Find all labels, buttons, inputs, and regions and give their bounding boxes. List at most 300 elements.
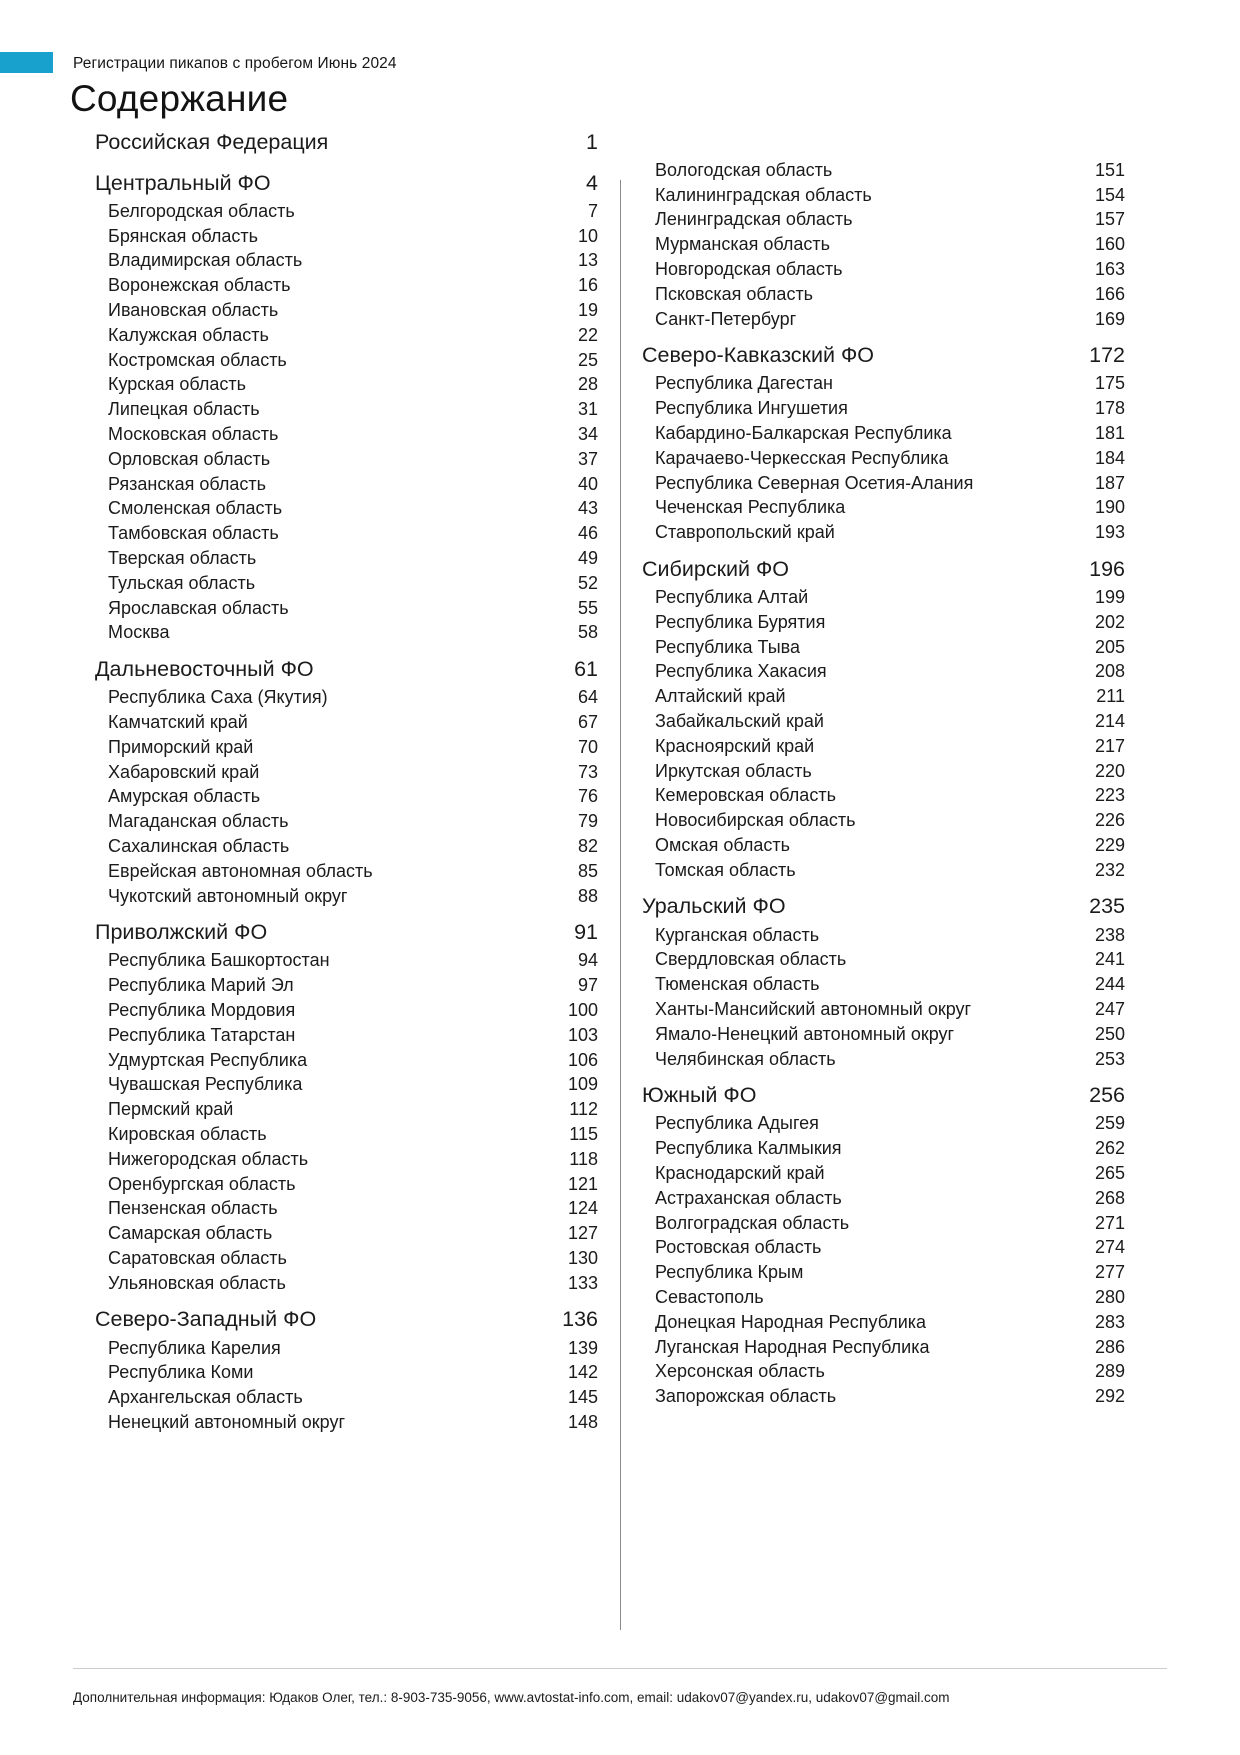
toc-column-left	[95, 167, 598, 1435]
toc-entry-russian-federation[interactable]	[95, 130, 598, 155]
toc-entry-label: Российская Федерация	[95, 130, 329, 154]
toc-entry[interactable]	[95, 1147, 598, 1172]
toc-entry[interactable]	[95, 621, 598, 646]
toc-entry-page: 187	[1094, 472, 1125, 493]
toc-entry-label: Москва	[108, 622, 170, 643]
toc-entry-label: Чувашская Республика	[108, 1074, 303, 1095]
toc-entry-page: 1	[586, 130, 598, 154]
toc-entry[interactable]	[95, 735, 598, 760]
toc-entry-label: Кабардино-Балкарская Республика	[655, 423, 952, 444]
toc-entry-label: Мурманская область	[655, 234, 831, 255]
toc-entry[interactable]	[95, 973, 598, 998]
toc-entry[interactable]	[95, 949, 598, 974]
toc-entry[interactable]	[642, 520, 1125, 545]
toc-entry-label: Иркутская область	[655, 760, 812, 781]
toc-entry[interactable]	[95, 1196, 598, 1221]
toc-entry[interactable]	[95, 1271, 598, 1296]
toc-entry[interactable]	[642, 684, 1125, 709]
toc-section-header-label: Северо-Кавказский ФО	[642, 343, 875, 368]
toc-entry-page: 121	[567, 1173, 598, 1194]
toc-entry-label: Кировская область	[108, 1123, 267, 1144]
toc-entry-page: 88	[577, 885, 598, 906]
toc-entry-page: 118	[569, 1148, 598, 1169]
toc-entry-label: Республика Калмыкия	[655, 1138, 842, 1159]
document-header-text: Регистрации пикапов с пробегом Июнь 2024	[73, 55, 397, 72]
toc-entry-label: Республика Дагестан	[655, 373, 833, 394]
toc-entry-page: 31	[577, 399, 598, 420]
toc-entry[interactable]	[642, 709, 1125, 734]
toc-entry-page: 97	[577, 975, 598, 996]
toc-entry-page: 205	[1094, 636, 1125, 657]
toc-section-header-page: 196	[1089, 556, 1125, 581]
toc-entry-label: Магаданская область	[108, 811, 289, 832]
toc-section-header[interactable]	[95, 653, 598, 685]
toc-entry-page: 244	[1094, 974, 1125, 995]
toc-entry[interactable]	[95, 859, 598, 884]
toc-entry-label: Костромская область	[108, 349, 287, 370]
toc-entry-label: Тюменская область	[655, 974, 820, 995]
toc-section	[642, 553, 1125, 883]
toc-entry[interactable]	[95, 224, 598, 249]
toc-entry-page: 190	[1094, 497, 1125, 518]
toc-entry[interactable]	[642, 1022, 1125, 1047]
toc-entry-page: 283	[1094, 1311, 1125, 1332]
toc-entry-label: Воронежская область	[108, 275, 291, 296]
toc-entry-label: Пензенская область	[108, 1198, 278, 1219]
toc-entry-page: 16	[577, 275, 598, 296]
toc-entry[interactable]	[642, 972, 1125, 997]
toc-entry-page: 13	[577, 250, 598, 271]
toc-entry-label: Волгоградская область	[655, 1212, 850, 1233]
toc-entry-label: Нижегородская область	[108, 1148, 309, 1169]
toc-entry-label: Орловская область	[108, 448, 271, 469]
toc-entry[interactable]	[642, 635, 1125, 660]
toc-entry[interactable]	[642, 1359, 1125, 1384]
toc-entry-label: Ивановская область	[108, 300, 279, 321]
toc-entry-label: Санкт-Петербург	[655, 308, 797, 329]
toc-entry[interactable]	[642, 496, 1125, 521]
toc-entry-page: 115	[569, 1123, 598, 1144]
toc-section-header[interactable]	[642, 891, 1125, 923]
toc-section-header-page: 61	[574, 656, 598, 681]
toc-section-header-page: 172	[1089, 343, 1125, 368]
toc-entry-page: 109	[567, 1074, 598, 1095]
toc-entry-label: Калининградская область	[655, 184, 872, 205]
toc-entry[interactable]	[642, 759, 1125, 784]
toc-entry-page: 292	[1094, 1386, 1125, 1407]
toc-entry-label: Республика Бурятия	[655, 611, 826, 632]
toc-entry-page: 220	[1094, 760, 1125, 781]
toc-entry-page: 175	[1094, 373, 1125, 394]
toc-section	[642, 1080, 1125, 1410]
toc-section	[642, 158, 1125, 332]
toc-entry-label: Республика Тыва	[655, 636, 801, 657]
toc-entry[interactable]	[642, 1211, 1125, 1236]
footer-divider	[73, 1668, 1167, 1669]
toc-section	[642, 891, 1125, 1072]
toc-entry[interactable]	[95, 685, 598, 710]
toc-entry[interactable]	[642, 1235, 1125, 1260]
toc-entry[interactable]	[642, 1285, 1125, 1310]
page-title: Содержание	[70, 78, 289, 119]
toc-entry-label: Чукотский автономный округ	[108, 885, 348, 906]
toc-entry[interactable]	[642, 421, 1125, 446]
toc-entry[interactable]	[642, 471, 1125, 496]
toc-entry-label: Чеченская Республика	[655, 497, 846, 518]
toc-entry[interactable]	[642, 446, 1125, 471]
toc-section-header[interactable]	[642, 340, 1125, 372]
toc-entry-label: Ханты-Мансийский автономный округ	[655, 999, 972, 1019]
toc-entry-label: Саратовская область	[108, 1247, 287, 1268]
toc-entry[interactable]	[642, 997, 1125, 1022]
toc-entry-label: Республика Мордовия	[108, 1000, 296, 1020]
toc-entry-page: 214	[1094, 711, 1125, 732]
toc-entry[interactable]	[642, 808, 1125, 833]
toc-section-header-page: 235	[1089, 894, 1125, 919]
toc-entry-label: Тверская область	[108, 548, 257, 569]
toc-entry[interactable]	[642, 1260, 1125, 1285]
toc-entry-page: 271	[1094, 1212, 1125, 1233]
toc-entry[interactable]	[642, 585, 1125, 610]
toc-entry-page: 265	[1094, 1162, 1125, 1183]
toc-entry-label: Удмуртская Республика	[108, 1049, 308, 1070]
toc-entry-label: Еврейская автономная область	[108, 860, 373, 881]
toc-entry-page: 70	[577, 736, 598, 757]
toc-entry[interactable]	[642, 1136, 1125, 1161]
toc-entry-label: Ненецкий автономный округ	[108, 1411, 346, 1432]
toc-entry-page: 253	[1094, 1048, 1125, 1069]
toc-entry[interactable]	[95, 1360, 598, 1385]
toc-entry-page: 193	[1094, 522, 1125, 543]
toc-section-header[interactable]	[95, 1304, 598, 1336]
toc-entry-label: Донецкая Народная Республика	[655, 1311, 927, 1332]
toc-entry-page: 55	[577, 597, 598, 618]
toc-entry-page: 184	[1094, 447, 1125, 468]
toc-entry[interactable]	[95, 521, 598, 546]
toc-entry-page: 178	[1094, 398, 1125, 419]
toc-entry-page: 223	[1094, 785, 1125, 806]
toc-entry-label: Оренбургская область	[108, 1173, 296, 1194]
toc-entry-page: 85	[577, 860, 598, 881]
toc-entry-page: 124	[567, 1198, 598, 1219]
toc-entry-page: 202	[1094, 611, 1125, 632]
toc-entry-label: Ярославская область	[108, 597, 289, 618]
toc-entry-label: Херсонская область	[655, 1361, 825, 1382]
toc-entry[interactable]	[95, 323, 598, 348]
toc-section-header-label: Дальневосточный ФО	[95, 656, 314, 681]
toc-entry-label: Брянская область	[108, 225, 258, 246]
toc-entry-page: 289	[1094, 1361, 1125, 1382]
toc-entry[interactable]	[642, 610, 1125, 635]
brand-accent-bar	[0, 52, 53, 73]
toc-section-header-page: 91	[574, 920, 598, 945]
toc-entry-label: Амурская область	[108, 786, 261, 807]
toc-entry-label: Калужская область	[108, 324, 269, 345]
toc-entry[interactable]	[642, 1335, 1125, 1360]
toc-entry-label: Краснодарский край	[655, 1162, 825, 1183]
toc-entry-label: Белгородская область	[108, 200, 295, 221]
toc-entry-label: Кемеровская область	[655, 785, 836, 806]
toc-entry[interactable]	[95, 546, 598, 571]
toc-entry-label: Ленинградская область	[655, 209, 853, 230]
toc-entry[interactable]	[95, 397, 598, 422]
toc-entry-page: 166	[1094, 283, 1125, 304]
toc-entry-page: 169	[1094, 308, 1125, 329]
toc-entry-label: Республика Ингушетия	[655, 398, 848, 419]
toc-entry[interactable]	[95, 348, 598, 373]
toc-entry[interactable]	[95, 1336, 598, 1361]
toc-entry-page: 274	[1094, 1237, 1125, 1258]
toc-entry[interactable]	[95, 373, 598, 398]
toc-entry-page: 262	[1094, 1138, 1125, 1159]
toc-entry-page: 154	[1094, 184, 1125, 205]
toc-entry[interactable]	[642, 1384, 1125, 1409]
toc-entry[interactable]	[95, 1073, 598, 1098]
toc-entry-label: Забайкальский край	[655, 711, 824, 732]
toc-entry-page: 160	[1094, 234, 1125, 255]
toc-entry-page: 133	[567, 1272, 598, 1293]
column-divider	[620, 180, 621, 1630]
toc-entry-page: 67	[577, 712, 598, 733]
toc-entry-label: Московская область	[108, 424, 279, 445]
toc-entry-page: 199	[1094, 587, 1125, 608]
toc-entry-label: Карачаево-Черкесская Республика	[655, 447, 949, 468]
toc-entry-label: Республика Марий Эл	[108, 975, 294, 996]
toc-entry-label: Республика Татарстан	[108, 1024, 296, 1045]
toc-entry-label: Республика Карелия	[108, 1337, 281, 1358]
toc-entry[interactable]	[642, 257, 1125, 282]
toc-entry-label: Владимирская область	[108, 250, 303, 271]
toc-entry-page: 268	[1094, 1187, 1125, 1208]
toc-entry[interactable]	[95, 809, 598, 834]
toc-entry-page: 157	[1094, 209, 1125, 230]
toc-entry-page: 37	[577, 448, 598, 469]
toc-entry-page: 43	[577, 498, 598, 519]
toc-entry-page: 58	[577, 622, 598, 643]
toc-entry-page: 25	[577, 349, 598, 370]
toc-entry-page: 106	[567, 1049, 598, 1070]
toc-entry-label: Севастополь	[655, 1286, 764, 1307]
toc-entry[interactable]	[95, 422, 598, 447]
toc-entry[interactable]	[95, 249, 598, 274]
toc-entry-page: 286	[1094, 1336, 1125, 1357]
toc-entry[interactable]	[642, 1161, 1125, 1186]
toc-entry[interactable]	[95, 710, 598, 735]
toc-entry[interactable]	[95, 472, 598, 497]
toc-entry[interactable]	[642, 858, 1125, 883]
toc-entry[interactable]	[642, 1186, 1125, 1211]
toc-entry-label: Липецкая область	[108, 399, 260, 420]
toc-entry[interactable]	[642, 784, 1125, 809]
toc-section-header[interactable]	[95, 917, 598, 949]
toc-entry[interactable]	[95, 785, 598, 810]
toc-entry-label: Луганская Народная Республика	[655, 1336, 930, 1357]
toc-entry-label: Смоленская область	[108, 498, 283, 519]
toc-entry-page: 46	[577, 523, 598, 544]
toc-entry-page: 73	[577, 761, 598, 782]
toc-entry[interactable]	[95, 1385, 598, 1410]
toc-entry-page: 64	[577, 687, 598, 708]
toc-entry[interactable]	[642, 232, 1125, 257]
toc-entry-page: 148	[567, 1411, 598, 1432]
toc-entry-label: Вологодская область	[655, 159, 833, 180]
toc-entry-page: 112	[569, 1099, 598, 1120]
toc-entry-label: Республика Коми	[108, 1362, 254, 1383]
toc-entry-page: 247	[1094, 999, 1125, 1019]
toc-section-header-label: Сибирский ФО	[642, 556, 790, 581]
toc-entry[interactable]	[642, 282, 1125, 307]
toc-entry-label: Астраханская область	[655, 1187, 842, 1208]
toc-entry-label: Курганская область	[655, 924, 820, 945]
toc-entry-page: 19	[577, 300, 598, 321]
toc-entry[interactable]	[95, 497, 598, 522]
toc-entry-label: Архангельская область	[108, 1387, 303, 1408]
toc-entry[interactable]	[95, 1023, 598, 1048]
toc-section-header-label: Южный ФО	[642, 1083, 757, 1107]
toc-entry-label: Республика Алтай	[655, 587, 809, 608]
toc-entry-page: 22	[577, 324, 598, 345]
toc-entry[interactable]	[95, 760, 598, 785]
toc-section-header[interactable]	[642, 1080, 1125, 1112]
toc-entry[interactable]	[642, 734, 1125, 759]
toc-entry[interactable]	[95, 1246, 598, 1271]
toc-entry[interactable]	[642, 208, 1125, 233]
toc-entry[interactable]	[95, 199, 598, 224]
toc-entry[interactable]	[642, 158, 1125, 183]
toc-entry-label: Республика Хакасия	[655, 661, 827, 682]
toc-entry-page: 151	[1094, 159, 1125, 180]
toc-entry-label: Ульяновская область	[108, 1272, 286, 1293]
toc-entry[interactable]	[642, 1047, 1125, 1072]
toc-entry-label: Челябинская область	[655, 1048, 836, 1069]
toc-section-header-label: Уральский ФО	[642, 894, 786, 919]
toc-entry[interactable]	[642, 660, 1125, 685]
toc-entry-label: Республика Башкортостан	[108, 950, 330, 971]
toc-entry-label: Омская область	[655, 835, 791, 856]
toc-entry[interactable]	[642, 948, 1125, 973]
toc-entry-label: Республика Саха (Якутия)	[108, 687, 328, 708]
toc-entry-page: 181	[1094, 423, 1125, 444]
toc-entry-page: 232	[1094, 859, 1125, 880]
toc-entry-label: Самарская область	[108, 1223, 273, 1244]
toc-entry-label: Сахалинская область	[108, 836, 290, 857]
toc-entry[interactable]	[642, 1310, 1125, 1335]
toc-entry[interactable]	[95, 1410, 598, 1435]
toc-entry-page: 82	[577, 836, 598, 857]
toc-entry[interactable]	[95, 298, 598, 323]
toc-entry-label: Хабаровский край	[108, 761, 260, 782]
toc-entry-page: 79	[577, 811, 598, 832]
toc-section-header-page: 136	[562, 1307, 598, 1332]
toc-entry[interactable]	[95, 884, 598, 909]
toc-entry-page: 250	[1094, 1023, 1125, 1044]
toc-section	[95, 653, 598, 908]
toc-entry[interactable]	[95, 447, 598, 472]
toc-entry-label: Тульская область	[108, 572, 256, 593]
toc-entry-label: Красноярский край	[655, 735, 815, 756]
toc-entry-label: Псковская область	[655, 283, 814, 304]
toc-section	[95, 917, 598, 1296]
toc-section-header-label: Центральный ФО	[95, 170, 271, 195]
toc-entry-page: 142	[567, 1362, 598, 1383]
toc-entry-label: Республика Адыгея	[655, 1113, 819, 1134]
toc-entry[interactable]	[642, 183, 1125, 208]
toc-entry-page: 103	[567, 1024, 598, 1045]
toc-entry-page: 7	[587, 200, 598, 221]
toc-entry[interactable]	[95, 571, 598, 596]
toc-section-header[interactable]	[95, 167, 598, 199]
toc-entry[interactable]	[642, 307, 1125, 332]
toc-entry-label: Томская область	[655, 859, 796, 880]
toc-entry[interactable]	[642, 1112, 1125, 1137]
toc-entry-page: 259	[1094, 1113, 1125, 1134]
toc-entry-label: Ямало-Ненецкий автономный округ	[655, 1023, 955, 1044]
toc-entry-label: Камчатский край	[108, 712, 248, 733]
toc-section-header[interactable]	[642, 553, 1125, 585]
toc-entry-page: 238	[1094, 924, 1125, 945]
toc-entry[interactable]	[642, 372, 1125, 397]
toc-entry-page: 76	[577, 786, 598, 807]
toc-entry-label: Алтайский край	[655, 686, 786, 707]
toc-entry-page: 139	[567, 1337, 598, 1358]
toc-entry-label: Запорожская область	[655, 1386, 837, 1407]
toc-entry-page: 226	[1094, 810, 1125, 831]
toc-entry[interactable]	[95, 1048, 598, 1073]
toc-entry-page: 52	[577, 572, 598, 593]
toc-section-header-label: Северо-Западный ФО	[95, 1307, 317, 1332]
toc-entry-page: 208	[1094, 661, 1125, 682]
toc-entry-label: Свердловская область	[655, 949, 847, 970]
toc-entry[interactable]	[95, 273, 598, 298]
toc-entry-label: Ставропольский край	[655, 522, 835, 543]
toc-entry[interactable]	[95, 834, 598, 859]
toc-entry-page: 145	[567, 1387, 598, 1408]
toc-entry-page: 28	[577, 374, 598, 395]
toc-entry[interactable]	[95, 1122, 598, 1147]
toc-entry-page: 280	[1094, 1286, 1125, 1307]
toc-entry[interactable]	[95, 1097, 598, 1122]
toc-entry-page: 40	[577, 473, 598, 494]
toc-entry-page: 217	[1094, 735, 1125, 756]
toc-entry-label: Республика Северная Осетия-Алания	[655, 472, 974, 493]
toc-entry-page: 10	[577, 225, 598, 246]
toc-entry[interactable]	[95, 1172, 598, 1197]
toc-entry[interactable]	[642, 396, 1125, 421]
toc-entry-page: 211	[1096, 686, 1125, 707]
toc-entry-page: 163	[1094, 259, 1125, 280]
toc-entry-page: 49	[577, 548, 598, 569]
toc-entry-page: 127	[567, 1223, 598, 1244]
toc-entry[interactable]	[95, 596, 598, 621]
toc-entry-label: Тамбовская область	[108, 523, 279, 544]
toc-entry-page: 229	[1094, 835, 1125, 856]
toc-section	[642, 340, 1125, 546]
toc-section-header-page: 256	[1089, 1083, 1125, 1107]
toc-entry-label: Новгородская область	[655, 259, 843, 280]
toc-entry-page: 34	[577, 424, 598, 445]
toc-entry-label: Пермский край	[108, 1099, 234, 1120]
toc-entry[interactable]	[642, 833, 1125, 858]
toc-entry-label: Ростовская область	[655, 1237, 822, 1258]
toc-entry[interactable]	[95, 998, 598, 1023]
toc-entry-page: 94	[577, 950, 598, 971]
toc-entry-label: Новосибирская область	[655, 810, 856, 831]
toc-entry[interactable]	[642, 923, 1125, 948]
footer-contact-info: Дополнительная информация: Юдаков Олег, тел.: 8-903-735-9056, www.avtostat-info.com, email: udakov07@yandex.ru, udakov07@gmail.com	[73, 1690, 950, 1705]
toc-entry[interactable]	[95, 1221, 598, 1246]
toc-column-right	[642, 158, 1125, 1409]
toc-entry-page: 100	[567, 1000, 598, 1020]
